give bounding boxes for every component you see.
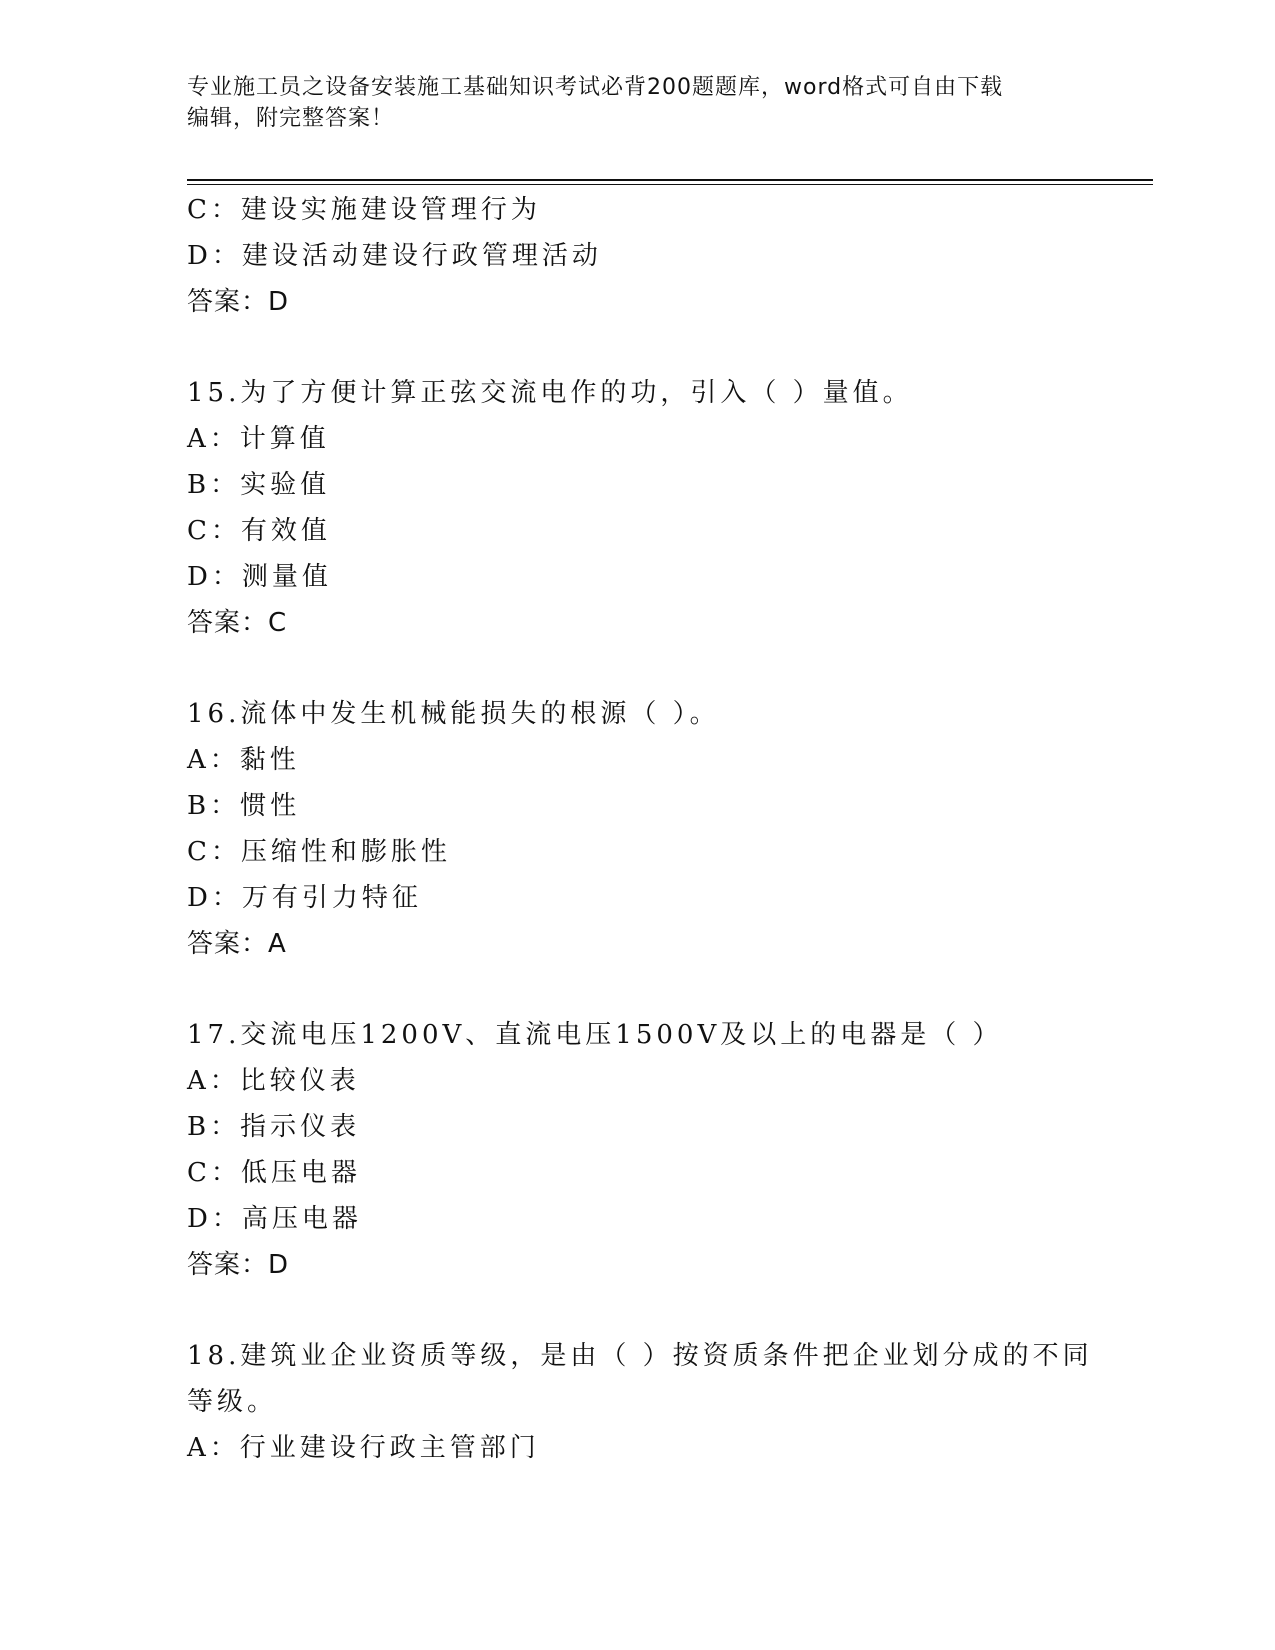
question-stem-line-2: 等级。 <box>187 1387 278 1417</box>
option-a: A：黏性 <box>187 745 300 775</box>
header-divider-thick <box>187 179 1153 181</box>
question-17 <box>187 1012 1087 1288</box>
answer-line: 答案：D <box>187 287 290 317</box>
header-line-1: 专业施工员之设备安装施工基础知识考试必背200题题库，word格式可自由下载 <box>187 75 1004 100</box>
header-divider-thin <box>187 184 1153 185</box>
option-d: D：高压电器 <box>187 1204 362 1234</box>
option-b: B：实验值 <box>187 470 331 500</box>
option-a: A：比较仪表 <box>187 1066 360 1096</box>
question-stem: 16.流体中发生机械能损失的根源（ ）。 <box>187 699 720 729</box>
document-header <box>187 72 1067 134</box>
option-c: C：低压电器 <box>187 1158 361 1188</box>
answer-line: 答案：A <box>187 929 287 959</box>
question-content <box>187 187 1093 1471</box>
option-b: B：惯性 <box>187 791 301 821</box>
answer-line: 答案：C <box>187 608 288 638</box>
header-line-2: 编辑，附完整答案！ <box>187 106 395 131</box>
option-c: C：建设实施建设管理行为 <box>187 195 541 225</box>
question-stem: 15.为了方便计算正弦交流电作的功，引入（ ）量值。 <box>187 378 913 408</box>
question-stem: 17.交流电压1200V、直流电压1500V及以上的电器是（ ） <box>187 1020 1003 1050</box>
option-c: C：压缩性和膨胀性 <box>187 837 451 867</box>
option-d: D：测量值 <box>187 562 332 592</box>
option-a: A：计算值 <box>187 424 330 454</box>
option-a: A：行业建设行政主管部门 <box>187 1433 540 1463</box>
answer-line: 答案：D <box>187 1250 290 1280</box>
question-18 <box>187 1333 1093 1471</box>
option-b: B：指示仪表 <box>187 1112 361 1142</box>
option-d: D：万有引力特征 <box>187 883 422 913</box>
option-c: C：有效值 <box>187 516 331 546</box>
question-stem-line-1: 18.建筑业企业资质等级，是由（ ）按资质条件把企业划分成的不同 <box>187 1341 1093 1371</box>
question-16 <box>187 691 1087 967</box>
question-15 <box>187 370 1087 646</box>
option-d: D：建设活动建设行政管理活动 <box>187 241 602 271</box>
